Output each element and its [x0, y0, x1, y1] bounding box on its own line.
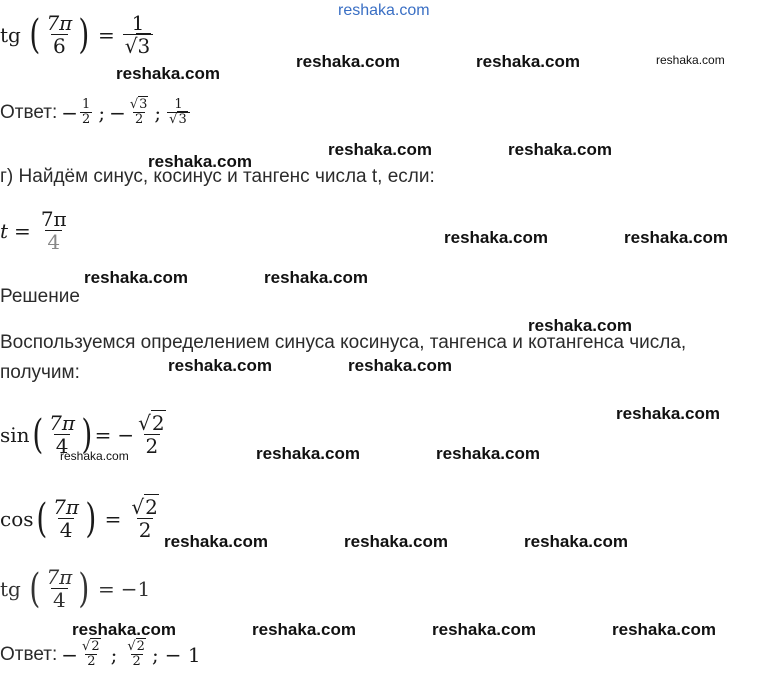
separator: ; — [154, 101, 162, 126]
right-paren: ) — [85, 496, 97, 542]
fraction — [128, 98, 151, 128]
separator: ; — [98, 101, 106, 126]
watermark: reshaka.com — [264, 268, 368, 287]
watermark: reshaka.com — [476, 52, 580, 71]
right-paren: ) — [81, 412, 93, 458]
left-paren: ( — [31, 412, 43, 458]
result-fraction — [136, 412, 167, 458]
root-icon: √ — [129, 97, 139, 112]
radicand: 3 — [137, 34, 151, 58]
radicand: 3 — [178, 112, 187, 128]
minus-sign: − — [117, 423, 135, 447]
numerator: 1 — [82, 97, 91, 112]
sin-equation — [0, 412, 170, 458]
root-icon: √ — [138, 411, 151, 435]
argument-fraction — [51, 496, 81, 542]
argument-fraction — [47, 412, 77, 458]
cos-equation — [0, 496, 163, 542]
denominator: 2 — [145, 434, 159, 458]
watermark: reshaka.com — [148, 152, 252, 171]
watermark: reshaka.com — [528, 316, 632, 335]
watermark: reshaka.com — [116, 64, 220, 83]
numerator: 7π — [46, 565, 73, 589]
numerator: 1 — [131, 11, 145, 35]
separator: ; — [151, 643, 159, 668]
left-paren: ( — [29, 566, 41, 612]
left-paren: ( — [29, 12, 41, 58]
minus-sign: − — [109, 101, 126, 126]
watermark: reshaka.com — [252, 620, 356, 639]
numerator: 7π — [49, 411, 76, 435]
fraction — [80, 98, 92, 128]
numerator: 7π — [46, 11, 73, 35]
numerator: 7π — [40, 207, 67, 231]
radicand: 2 — [151, 411, 165, 435]
radicand: 2 — [91, 639, 100, 654]
root-icon: √ — [131, 495, 145, 519]
argument-fraction — [44, 12, 74, 58]
watermark-top: reshaka.com — [338, 2, 430, 19]
result-value: −1 — [120, 577, 151, 601]
right-paren: ) — [78, 566, 90, 612]
denominator: 2 — [132, 654, 141, 670]
equals-sign: = — [94, 423, 112, 447]
root-icon: √ — [82, 639, 91, 654]
root-icon: √ — [169, 112, 178, 128]
part-g-statement: г) Найдём синус, косинус и тангенс числа t, если: — [0, 166, 435, 187]
watermark: reshaka.com — [72, 620, 176, 639]
numerator: 1 — [174, 97, 183, 112]
separator: ; — [110, 643, 118, 668]
watermark: reshaka.com — [348, 356, 452, 375]
root-icon: √ — [124, 34, 138, 58]
equals-sign: = — [104, 507, 122, 531]
fraction — [125, 640, 148, 670]
watermark: reshaka.com — [328, 140, 432, 159]
argument-fraction — [44, 566, 74, 612]
watermark: reshaka.com — [84, 268, 188, 287]
watermark: reshaka.com — [432, 620, 536, 639]
denominator: 4 — [53, 588, 66, 612]
watermark: reshaka.com — [508, 140, 612, 159]
solution-heading: Решение — [0, 286, 80, 307]
watermark: reshaka.com — [436, 444, 540, 463]
minus-sign: − — [61, 101, 79, 126]
watermark: reshaka.com — [624, 228, 728, 247]
denominator: 2 — [138, 518, 152, 542]
watermark: reshaka.com — [296, 52, 400, 71]
watermark: reshaka.com — [164, 532, 268, 551]
answer-label: Ответ: — [0, 644, 58, 666]
answer-1 — [0, 98, 192, 128]
tg-equation — [0, 566, 150, 612]
function-name: sin — [0, 423, 30, 447]
watermark: reshaka.com — [444, 228, 548, 247]
t-definition — [0, 208, 71, 254]
solution-text-line-2: получим: — [0, 362, 80, 383]
denominator: 4 — [55, 434, 69, 458]
watermark: reshaka.com — [612, 620, 716, 639]
equals-sign: = — [14, 219, 31, 243]
radicand: 3 — [139, 97, 148, 112]
watermark: reshaka.com — [256, 444, 360, 463]
radicand: 2 — [145, 495, 158, 519]
fraction — [80, 640, 103, 670]
result-fraction — [129, 496, 160, 542]
answer-label: Ответ: — [0, 102, 58, 124]
numerator: 7π — [53, 495, 79, 519]
root-icon: √ — [127, 639, 136, 654]
final-value: − 1 — [164, 643, 201, 668]
watermark: reshaka.com — [616, 404, 720, 423]
result-fraction — [123, 12, 153, 58]
minus-sign: − — [61, 643, 79, 668]
equals-sign: = — [97, 23, 115, 47]
equals-sign: = — [97, 577, 115, 601]
denominator: 2 — [134, 112, 144, 128]
solution-text-line-1: Воспользуемся определением синуса косинуса, тангенса и котангенса числа, — [0, 332, 687, 353]
denominator: 6 — [53, 34, 66, 58]
denominator: 4 — [47, 230, 61, 254]
tg-7pi-6-equation — [0, 12, 155, 58]
watermark: reshaka.com — [168, 356, 272, 375]
function-name: cos — [0, 507, 34, 531]
right-paren: ) — [78, 12, 90, 58]
left-paren: ( — [35, 496, 47, 542]
fraction — [167, 98, 190, 128]
variable: t — [0, 219, 9, 243]
function-name: tg — [0, 577, 21, 601]
radicand: 2 — [136, 639, 145, 654]
denominator: 2 — [87, 654, 96, 670]
watermark: reshaka.com — [524, 532, 628, 551]
fraction — [39, 208, 69, 254]
watermark: reshaka.com — [344, 532, 448, 551]
answer-2 — [0, 640, 201, 670]
denominator: 2 — [82, 112, 91, 128]
watermark: reshaka.com — [60, 449, 129, 463]
denominator: 4 — [59, 518, 73, 542]
function-name: tg — [0, 23, 21, 47]
watermark: reshaka.com — [656, 53, 725, 67]
